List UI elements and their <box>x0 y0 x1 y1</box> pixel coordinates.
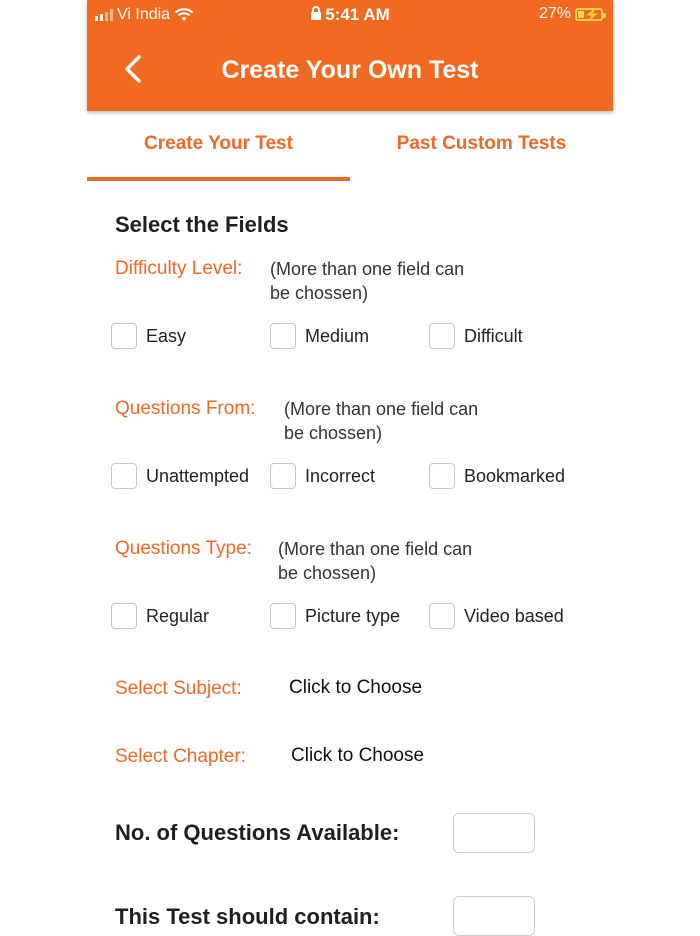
status-bar <box>87 0 613 30</box>
chapter-select[interactable]: Click to Choose <box>291 745 425 766</box>
checkbox[interactable] <box>111 463 137 489</box>
option-video-based[interactable]: Video based <box>429 603 564 629</box>
option-incorrect[interactable]: Incorrect <box>270 463 375 489</box>
checkbox[interactable] <box>429 603 455 629</box>
checkbox[interactable] <box>111 323 137 349</box>
test-contain-input[interactable] <box>453 896 535 936</box>
subject-select[interactable]: Click to Choose <box>289 677 423 698</box>
questions-type-label: Questions Type: <box>115 538 252 559</box>
checkbox[interactable] <box>429 463 455 489</box>
chapter-label: Select Chapter: <box>115 746 246 767</box>
battery-percent: 27% <box>538 5 571 22</box>
difficulty-note: (More than one field can be chossen) <box>270 259 465 303</box>
option-medium[interactable]: Medium <box>270 323 369 349</box>
option-regular[interactable]: Regular <box>111 603 209 629</box>
tab-bar <box>87 111 613 181</box>
page-title: Create Your Own Test <box>221 56 479 84</box>
questions-available-label: No. of Questions Available: <box>115 820 400 845</box>
lock-icon <box>310 6 322 21</box>
tab-past-custom-tests[interactable]: Past Custom Tests <box>396 133 567 154</box>
subject-label: Select Subject: <box>115 678 242 699</box>
app-screen <box>87 0 613 934</box>
questions-type-note: (More than one field can be chossen) <box>278 539 473 583</box>
checkbox[interactable] <box>111 603 137 629</box>
option-difficult[interactable]: Difficult <box>429 323 523 349</box>
option-unattempted[interactable]: Unattempted <box>111 463 249 489</box>
checkbox[interactable] <box>270 463 296 489</box>
difficulty-label: Difficulty Level: <box>115 258 243 279</box>
active-tab-indicator <box>87 177 350 181</box>
app-header <box>87 0 613 111</box>
questions-from-note: (More than one field can be chossen) <box>284 399 479 443</box>
option-easy[interactable]: Easy <box>111 323 186 349</box>
questions-from-label: Questions From: <box>115 398 256 419</box>
questions-available-field[interactable] <box>453 813 535 853</box>
option-picture-type[interactable]: Picture type <box>270 603 400 629</box>
test-contain-label: This Test should contain: <box>115 904 380 929</box>
battery-charging-icon: ⚡ <box>575 8 603 21</box>
section-title: Select the Fields <box>115 212 289 237</box>
checkbox[interactable] <box>270 603 296 629</box>
tab-create-test[interactable]: Create Your Test <box>144 133 293 154</box>
carrier-name: Vi India <box>117 6 171 23</box>
clock: 5:41 AM <box>325 5 390 24</box>
checkbox[interactable] <box>429 323 455 349</box>
option-bookmarked[interactable]: Bookmarked <box>429 463 565 489</box>
checkbox[interactable] <box>270 323 296 349</box>
